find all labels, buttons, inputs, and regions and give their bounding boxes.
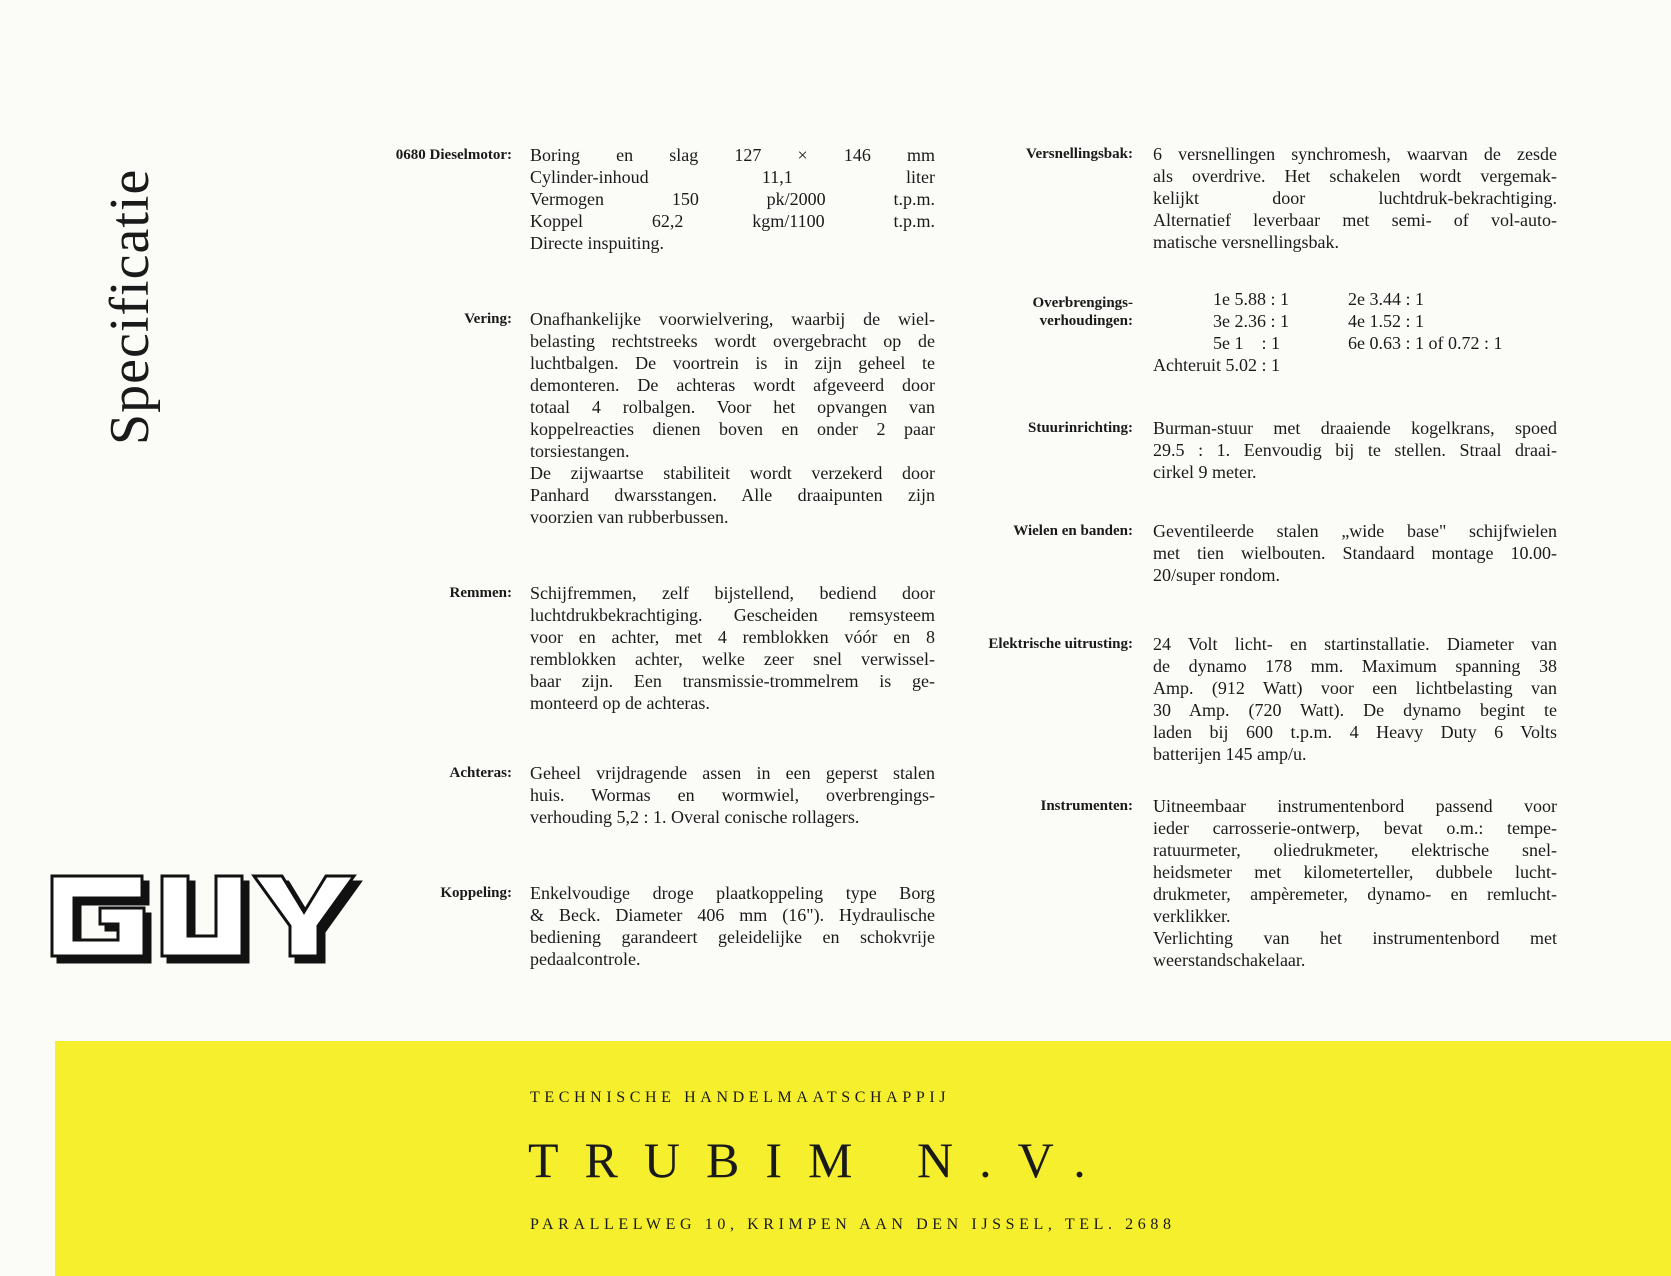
label-line: Koppeling: (440, 885, 512, 901)
spec-line: 20/super rondom. (1153, 565, 1280, 585)
right-spec-text-2 (1153, 417, 1557, 483)
spec-line: 6 versnellingen synchromesh, waarvan de zesde (1153, 144, 1557, 164)
label-line: Achteras: (449, 765, 512, 781)
label-line: Stuurinrichting: (1027, 420, 1133, 436)
label-line: 0680 Dieselmotor: (395, 147, 512, 163)
spec-line: & Beck. Diameter 406 mm (16"). Hydraulische (530, 905, 935, 925)
label-line: Wielen en banden: (1013, 523, 1133, 539)
label-line: verhoudingen: (1039, 313, 1133, 329)
footer-address: PARALLELWEG 10, KRIMPEN AAN DEN IJSSEL, TEL. 2688 (530, 1216, 1176, 1233)
spec-line: Panhard dwarsstangen. Alle draaipunten zijn (530, 485, 935, 505)
spec-line: weerstandschakelaar. (1153, 950, 1306, 970)
spec-line: matische versnellingsbak. (1153, 232, 1339, 252)
left-spec-text-1 (530, 308, 935, 528)
spec-line: koppelreacties dienen boven en onder 2 paar (530, 419, 935, 439)
gear-ratio: 1e 5.88 : 1 (1213, 289, 1289, 309)
left-spec-text-4 (530, 882, 935, 970)
spec-line: verklikker. (1153, 906, 1231, 926)
gear-ratio: 2e 3.44 : 1 (1348, 289, 1424, 309)
left-spec-text-0 (530, 144, 935, 254)
spec-line: Geventileerde stalen „wide base" schijfwielen (1153, 521, 1557, 541)
spec-line: voor en achter, met 4 remblokken vóór en 8 (530, 627, 935, 647)
spec-line: drukmeter, ampèremeter, dynamo- en remlucht- (1153, 884, 1557, 904)
spec-line: met tien wielbouten. Standaard montage 10.00- (1153, 543, 1557, 563)
spec-line: 29.5 : 1. Eenvoudig bij te stellen. Straal draai- (1153, 440, 1557, 460)
spec-line: Onafhankelijke voorwielvering, waarbij de wiel- (530, 309, 935, 329)
spec-line: remblokken achter, welke zeer snel verwissel- (530, 649, 935, 669)
right-spec-text-5 (1153, 795, 1557, 971)
footer-banner (55, 1041, 1671, 1276)
spec-line: belasting rechtstreeks wordt overgebracht op de (530, 331, 935, 351)
spec-line: batterijen 145 amp/u. (1153, 744, 1307, 764)
left-spec-text-3 (530, 762, 935, 828)
spec-line: demonteren. De achteras wordt afgeveerd door (530, 375, 935, 395)
right-label-0 (903, 145, 1133, 163)
gear-ratios-table (1153, 288, 1557, 378)
spec-line: Directe inspuiting. (530, 233, 664, 253)
spec-line: luchtdrukbekrachtiging. Gescheiden remsysteem (530, 605, 935, 625)
spec-line: luchtbalgen. De voortrein is in zijn geheel te (530, 353, 935, 373)
spec-line: Schijfremmen, zelf bijstellend, bediend door (530, 583, 935, 603)
spec-line: Cylinder-inhoud 11,1 liter (530, 167, 935, 187)
spec-line: De zijwaartse stabiliteit wordt verzekerd door (530, 463, 935, 483)
gear-ratio: 6e 0.63 : 1 of 0.72 : 1 (1348, 333, 1503, 353)
spec-line: monteerd op de achteras. (530, 693, 710, 713)
spec-line: 30 Amp. (720 Watt). De dynamo begint te (1153, 700, 1557, 720)
spec-line: Amp. (912 Watt) voor een lichtbelasting van (1153, 678, 1557, 698)
left-label-3 (282, 764, 512, 782)
spec-line: torsiestangen. (530, 441, 630, 461)
spec-line: pedaalcontrole. (530, 949, 641, 969)
footer-tagline: TECHNISCHE HANDELMAATSCHAPPIJ (530, 1089, 951, 1106)
right-label-2 (903, 419, 1133, 437)
gear-ratio: 4e 1.52 : 1 (1348, 311, 1424, 331)
gear-ratio: 5e 1 : 1 (1213, 333, 1280, 353)
spec-line: Burman-stuur met draaiende kogelkrans, spoed (1153, 418, 1557, 438)
label-line: Remmen: (449, 585, 512, 601)
spec-line: ratuurmeter, oliedrukmeter, elektrische snel- (1153, 840, 1557, 860)
page-title: Specificatie (99, 168, 161, 445)
left-label-0 (282, 146, 512, 164)
spec-line: cirkel 9 meter. (1153, 462, 1257, 482)
spec-line: Boring en slag 127 × 146 mm (530, 145, 935, 165)
left-label-4 (282, 884, 512, 902)
spec-line: Verlichting van het instrumentenbord met (1153, 928, 1557, 948)
spec-line: laden bij 600 t.p.m. 4 Heavy Duty 6 Volts (1153, 722, 1557, 742)
spec-line: kelijkt door luchtdruk-bekrachtiging. (1153, 188, 1557, 208)
spec-line: huis. Wormas en wormwiel, overbrengings- (530, 785, 935, 805)
gear-ratio: 3e 2.36 : 1 (1213, 311, 1289, 331)
spec-line: de dynamo 178 mm. Maximum spanning 38 (1153, 656, 1557, 676)
spec-line: 24 Volt licht- en startinstallatie. Diameter van (1153, 634, 1557, 654)
label-line: Elektrische uitrusting: (988, 636, 1133, 652)
spec-line: als overdrive. Het schakelen wordt vergemak- (1153, 166, 1557, 186)
logo-letter-u (162, 876, 248, 962)
right-spec-text-3 (1153, 520, 1557, 586)
spec-line: Alternatief leverbaar met semi- of vol-auto- (1153, 210, 1557, 230)
label-line: Versnellingsbak: (1026, 146, 1133, 162)
spec-line: Enkelvoudige droge plaatkoppeling type Borg (530, 883, 935, 903)
left-label-1 (282, 310, 512, 328)
right-label-5 (903, 797, 1133, 815)
spec-line: bediening garandeert geleidelijke en schokvrije (530, 927, 935, 947)
left-spec-text-2 (530, 582, 935, 714)
right-label-3 (903, 522, 1133, 540)
spec-line: Uitneembaar instrumentenbord passend voor (1153, 796, 1557, 816)
spec-line: baar zijn. Een transmissie-trommelrem is ge- (530, 671, 935, 691)
spec-line: Koppel 62,2 kgm/1100 t.p.m. (530, 211, 935, 231)
left-label-2 (282, 584, 512, 602)
label-line: Vering: (464, 311, 512, 327)
spec-line: heidsmeter met kilometerteller, dubbele lucht- (1153, 862, 1557, 882)
spec-line: Vermogen 150 pk/2000 t.p.m. (530, 189, 935, 209)
logo-letter-g (52, 876, 150, 962)
footer-company: TRUBIM N.V. (528, 1132, 1112, 1188)
spec-line: ieder carrosserie-ontwerp, bevat o.m.: tempe- (1153, 818, 1557, 838)
reverse-gear-ratio: Achteruit 5.02 : 1 (1153, 355, 1280, 375)
right-spec-text-0 (1153, 143, 1557, 253)
right-label-4 (903, 635, 1133, 653)
spec-line: Geheel vrijdragende assen in een geperst stalen (530, 763, 935, 783)
spec-line: voorzien van rubberbussen. (530, 507, 729, 527)
spec-line: totaal 4 rolbalgen. Voor het opvangen van (530, 397, 935, 417)
label-line: Overbrengings- (1032, 295, 1133, 311)
right-spec-text-4 (1153, 633, 1557, 765)
label-line: Instrumenten: (1040, 798, 1133, 814)
right-label-1 (903, 294, 1133, 330)
spec-line: verhouding 5,2 : 1. Overal conische rollagers. (530, 807, 860, 827)
